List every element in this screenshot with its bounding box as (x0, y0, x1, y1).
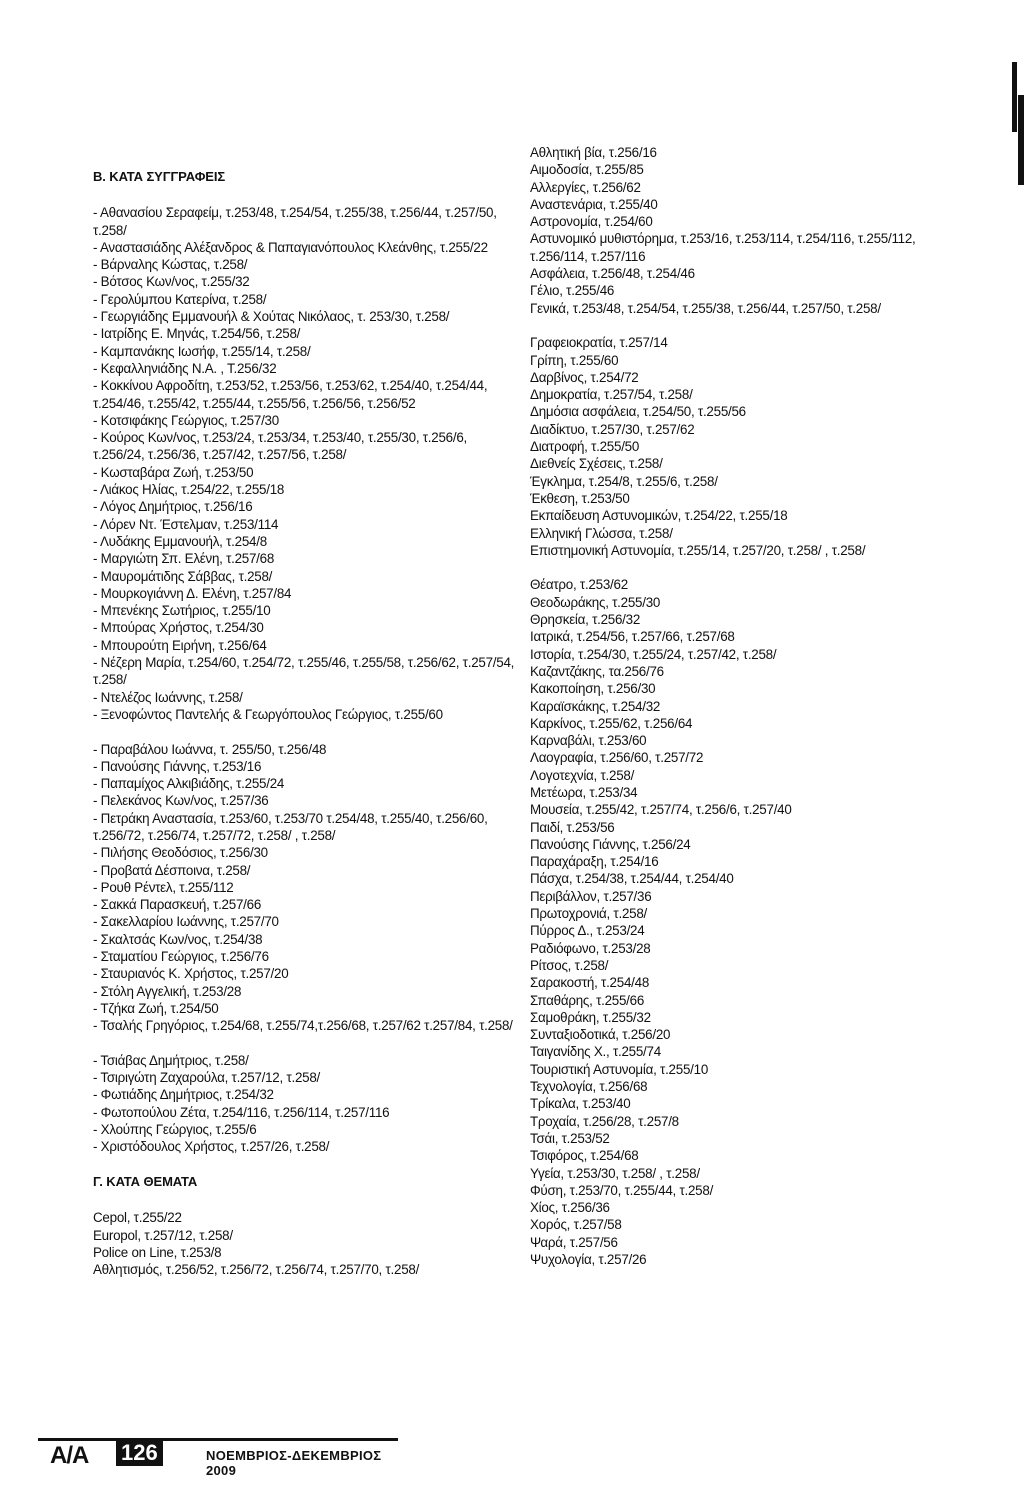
index-entry: - Σακελλαρίου Ιωάννης, τ.257/70 (93, 914, 279, 930)
index-entry: Τεχνολογία, τ.256/68 (530, 1079, 648, 1095)
index-entry: Αθλητική βία, τ.256/16 (530, 145, 657, 160)
index-entry: Τρίκαλα, τ.253/40 (530, 1096, 631, 1112)
index-entry: - Μαυρομάτιδης Σάββας, τ.258/ (93, 568, 273, 584)
index-entry: - Λυδάκης Εμμανουήλ, τ.254/8 (93, 533, 267, 549)
index-entry: - Φωτιάδης Δημήτριος, τ.254/32 (93, 1087, 274, 1103)
index-entry: - Λόρεν Ντ. Έστελμαν, τ.253/114 (93, 516, 279, 532)
index-entry: Λαογραφία, τ.256/60, τ.257/72 (530, 750, 704, 766)
index-entry: Κακοποίηση, τ.256/30 (530, 681, 656, 697)
index-entry: - Φωτοπούλου Ζέτα, τ.254/116, τ.256/114, τ.257/116 (93, 1104, 390, 1120)
index-entry: Ιατρικά, τ.254/56, τ.257/66, τ.257/68 (530, 629, 735, 645)
index-entry: Ιστορία, τ.254/30, τ.255/24, τ.257/42, τ.258/ (530, 646, 777, 662)
magazine-logo: Α/Α (50, 1442, 89, 1469)
page-footer (38, 1438, 398, 1478)
index-entry: - Μπουρούτη Ειρήνη, τ.256/64 (93, 637, 267, 653)
index-entry: Europol, τ.257/12, τ.258/ (93, 1227, 233, 1243)
index-entry: Πανούσης Γιάννης, τ.256/24 (530, 836, 691, 852)
index-entry: Πάσχα, τ.254/38, τ.254/44, τ.254/40 (530, 871, 734, 887)
index-entry: Ελληνική Γλώσσα, τ.258/ (530, 525, 673, 541)
index-entry: Θέατρο, τ.253/62 (530, 577, 628, 593)
right-column (530, 144, 1000, 1268)
index-entry: Έγκλημα, τ.254/8, τ.255/6, τ.258/ (530, 473, 718, 489)
spacer (93, 1156, 513, 1173)
index-entry: - Γεωργιάδης Εμμανουήλ & Χούτας Νικόλαος, τ. 253/30, τ.258/ (93, 309, 450, 325)
index-entry: - Πιλήσης Θεοδόσιος, τ.256/30 (93, 845, 268, 861)
index-entry: - Βάρναλης Κώστας, τ.258/ (93, 257, 248, 273)
index-entry: Θρησκεία, τ.256/32 (530, 612, 641, 628)
index-entry: τ.254/46, τ.255/42, τ.255/44, τ.255/56, τ.256/56, τ.256/52 (93, 395, 416, 411)
index-entry: Λογοτεχνία, τ.258/ (530, 767, 635, 783)
index-entry: Γραφειοκρατία, τ.257/14 (530, 335, 668, 351)
spacer (93, 1035, 513, 1052)
index-entry: - Σταυριανός Κ. Χρήστος, τ.257/20 (93, 966, 289, 982)
index-entry: Γέλιο, τ.255/46 (530, 283, 615, 299)
author-list-group-2 (93, 741, 513, 1035)
index-entry: Ραδιόφωνο, τ.253/28 (530, 940, 651, 956)
index-entry: Έκθεση, τ.253/50 (530, 490, 630, 506)
index-entry: Δημοκρατία, τ.257/54, τ.258/ (530, 387, 693, 403)
index-entry: - Στόλη Αγγελική, τ.253/28 (93, 983, 242, 999)
index-entry: Αθλητισμός, τ.256/52, τ.256/72, τ.256/74, τ.257/70, τ.258/ (93, 1262, 420, 1278)
index-entry: - Τζήκα Ζωή, τ.254/50 (93, 1000, 219, 1016)
index-entry: Ρίτσος, τ.258/ (530, 957, 609, 973)
index-entry: - Τσιριγώτη Ζαχαρούλα, τ.257/12, τ.258/ (93, 1070, 321, 1086)
index-entry: Μουσεία, τ.255/42, τ.257/74, τ.256/6, τ.257/40 (530, 802, 792, 818)
index-entry: Γενικά, τ.253/48, τ.254/54, τ.255/38, τ.256/44, τ.257/50, τ.258/ (530, 300, 881, 316)
index-entry: Ταιγανίδης Χ., τ.255/74 (530, 1044, 661, 1060)
index-entry: - Χριστόδουλος Χρήστος, τ.257/26, τ.258/ (93, 1139, 330, 1155)
index-entry: Τσάι, τ.253/52 (530, 1130, 610, 1146)
index-entry: - Ντελέζος Ιωάννης, τ.258/ (93, 689, 243, 705)
index-entry: Θεοδωράκης, τ.255/30 (530, 594, 661, 610)
index-entry: τ.256/24, τ.256/36, τ.257/42, τ.257/56, τ.258/ (93, 447, 347, 463)
index-entry: τ.258/ (93, 672, 127, 688)
index-entry: - Αθανασίου Σεραφείμ, τ.253/48, τ.254/54, τ.255/38, τ.256/44, τ.257/50, (93, 205, 497, 221)
index-entry: Σαμοθράκη, τ.255/32 (530, 1009, 651, 1025)
topic-list-group-2 (530, 334, 1000, 559)
index-entry: Police on Line, τ.253/8 (93, 1244, 222, 1260)
index-entry: Αστρονομία, τ.254/60 (530, 214, 653, 230)
page-edge-mark (1012, 62, 1017, 132)
index-entry: Γρίπη, τ.255/60 (530, 352, 619, 368)
index-entry: - Καμπανάκης Ιωσήφ, τ.255/14, τ.258/ (93, 343, 311, 359)
index-entry: Ψυχολογία, τ.257/26 (530, 1252, 647, 1267)
index-entry: - Μπούρας Χρήστος, τ.254/30 (93, 620, 264, 636)
index-entry: - Γερολύμπου Κατερίνα, τ.258/ (93, 291, 267, 307)
index-entry: Σαρακοστή, τ.254/48 (530, 975, 650, 991)
index-entry: Τσιφόρος, τ.254/68 (530, 1148, 639, 1164)
index-entry: - Μαργιώτη Σπ. Ελένη, τ.257/68 (93, 551, 275, 567)
topic-list-left (93, 1209, 513, 1278)
index-entry: - Τσιάβας Δημήτριος, τ.258/ (93, 1052, 249, 1068)
index-entry: Υγεία, τ.253/30, τ.258/ , τ.258/ (530, 1165, 700, 1181)
index-entry: Χίος, τ.256/36 (530, 1200, 610, 1216)
index-entry: - Σακκά Παρασκευή, τ.257/66 (93, 897, 262, 913)
section-heading-authors: Β. ΚΑΤΑ ΣΥΓΓΡΑΦΕΙΣ (93, 169, 226, 184)
index-entry: τ.258/ (93, 222, 127, 238)
topic-list-group-1 (530, 144, 1000, 317)
index-entry: Καρκίνος, τ.255/62, τ.256/64 (530, 715, 693, 731)
index-entry: Διαδίκτυο, τ.257/30, τ.257/62 (530, 421, 695, 437)
index-entry: - Χλούπης Γεώργιος, τ.255/6 (93, 1122, 257, 1138)
index-entry: Παιδί, τ.253/56 (530, 819, 615, 835)
index-entry: τ.256/72, τ.256/74, τ.257/72, τ.258/ , τ.258/ (93, 827, 336, 843)
index-entry: Αλλεργίες, τ.256/62 (530, 179, 641, 195)
index-entry: - Μουρκογιάννη Δ. Ελένη, τ.257/84 (93, 585, 292, 601)
issue-date: ΝΟΕΜΒΡΙΟΣ-ΔΕΚΕΜΒΡΙΟΣ 2009 (206, 1448, 382, 1478)
index-entry: Αστυνομικό μυθιστόρημα, τ.253/16, τ.253/114, τ.254/116, τ.255/112, (530, 231, 916, 247)
index-entry: - Παραβάλου Ιωάννα, τ. 255/50, τ.256/48 (93, 741, 327, 757)
index-entry: Τροχαία, τ.256/28, τ.257/8 (530, 1113, 679, 1129)
author-list-group-3 (93, 1052, 513, 1156)
section-heading-topics: Γ. ΚΑΤΑ ΘΕΜΑΤΑ (93, 1173, 198, 1189)
index-entry: - Λόγος Δημήτριος, τ.256/16 (93, 499, 253, 515)
index-entry: Δημόσια ασφάλεια, τ.254/50, τ.255/56 (530, 404, 746, 420)
index-entry: Ψαρά, τ.257/56 (530, 1234, 618, 1250)
index-entry: - Ξενοφώντος Παντελής & Γεωργόπουλος Γεώργιος, τ.255/60 (93, 706, 443, 722)
index-entry: - Σταματίου Γεώργιος, τ.256/76 (93, 949, 269, 965)
left-column (93, 168, 513, 1278)
index-entry: Συνταξιοδοτικά, τ.256/20 (530, 1027, 671, 1043)
topic-list-group-3 (530, 576, 1000, 1268)
index-entry: Δαρβίνος, τ.254/72 (530, 369, 639, 385)
index-entry: Αιμοδοσία, τ.255/85 (530, 162, 644, 178)
index-entry: - Σκαλτσάς Κων/νος, τ.254/38 (93, 931, 263, 947)
index-entry: Πύρρος Δ., τ.253/24 (530, 923, 645, 939)
index-entry: - Βότσος Κων/νος, τ.255/32 (93, 274, 250, 290)
index-entry: Παραχάραξη, τ.254/16 (530, 854, 659, 870)
index-entry: Περιβάλλον, τ.257/36 (530, 888, 652, 904)
index-entry: Καραϊσκάκης, τ.254/32 (530, 698, 661, 714)
page-number: 126 (116, 1440, 163, 1466)
index-entry: - Κοκκίνου Αφροδίτη, τ.253/52, τ.253/56, τ.253/62, τ.254/40, τ.254/44, (93, 378, 488, 394)
index-entry: - Ιατρίδης Ε. Μηνάς, τ.254/56, τ.258/ (93, 326, 301, 342)
index-entry: Cepol, τ.255/22 (93, 1210, 182, 1226)
index-entry: - Μπενέκης Σωτήριος, τ.255/10 (93, 603, 271, 619)
index-entry: τ.256/114, τ.257/116 (530, 248, 646, 264)
index-entry: - Νέζερη Μαρία, τ.254/60, τ.254/72, τ.255/46, τ.255/58, τ.256/62, τ.257/54, (93, 655, 515, 671)
spacer (530, 559, 1000, 576)
index-entry: - Ρουθ Ρέντελ, τ.255/112 (93, 879, 234, 895)
index-entry: - Κωσταβάρα Ζωή, τ.253/50 (93, 464, 254, 480)
index-entry: Πρωτοχρονιά, τ.258/ (530, 906, 648, 922)
index-entry: - Κούρος Κων/νος, τ.253/24, τ.253/34, τ.253/40, τ.255/30, τ.256/6, (93, 430, 467, 446)
index-entry: Εκπαίδευση Αστυνομικών, τ.254/22, τ.255/18 (530, 508, 788, 524)
spacer (530, 317, 1000, 334)
index-entry: Διεθνείς Σχέσεις, τ.258/ (530, 456, 663, 472)
index-entry: - Αναστασιάδης Αλέξανδρος & Παπαγιανόπουλος Κλεάνθης, τ.255/22 (93, 239, 488, 255)
index-entry: Καζαντζάκης, τα.256/76 (530, 663, 664, 679)
index-entry: - Κεφαλληνιάδης Ν.Α. , Τ.256/32 (93, 360, 277, 376)
index-entry: Σπαθάρης, τ.255/66 (530, 992, 645, 1008)
index-entry: - Λιάκος Ηλίας, τ.254/22, τ.255/18 (93, 482, 285, 498)
spacer (93, 723, 513, 740)
index-entry: Αναστενάρια, τ.255/40 (530, 196, 658, 212)
index-entry: Διατροφή, τ.255/50 (530, 439, 640, 455)
index-entry: Φύση, τ.253/70, τ.255/44, τ.258/ (530, 1182, 714, 1198)
index-entry: Τουριστική Αστυνομία, τ.255/10 (530, 1061, 709, 1077)
index-entry: - Πετράκη Αναστασία, τ.253/60, τ.253/70 τ.254/48, τ.255/40, τ.256/60, (93, 810, 488, 826)
index-entry: - Προβατά Δέσποινα, τ.258/ (93, 862, 251, 878)
author-list-group-1 (93, 204, 513, 723)
index-entry: - Πελεκάνος Κων/νος, τ.257/36 (93, 793, 269, 809)
index-entry: - Πανούσης Γιάννης, τ.253/16 (93, 758, 262, 774)
index-entry: - Παπαμίχος Αλκιβιάδης, τ.255/24 (93, 776, 285, 792)
footer-rule (38, 1438, 398, 1441)
index-entry: Επιστημονική Αστυνομία, τ.255/14, τ.257/20, τ.258/ , τ.258/ (530, 542, 866, 558)
index-entry: - Κοτσιφάκης Γεώργιος, τ.257/30 (93, 412, 279, 428)
index-entry: Καρναβάλι, τ.253/60 (530, 733, 647, 749)
page-edge-mark (1018, 95, 1024, 185)
index-entry: Ασφάλεια, τ.256/48, τ.254/46 (530, 266, 695, 282)
index-entry: - Τσαλής Γρηγόριος, τ.254/68, τ.255/74,τ.256/68, τ.257/62 τ.257/84, τ.258/ (93, 1018, 513, 1034)
index-entry: Μετέωρα, τ.253/34 (530, 784, 638, 800)
index-entry: Χορός, τ.257/58 (530, 1217, 622, 1233)
